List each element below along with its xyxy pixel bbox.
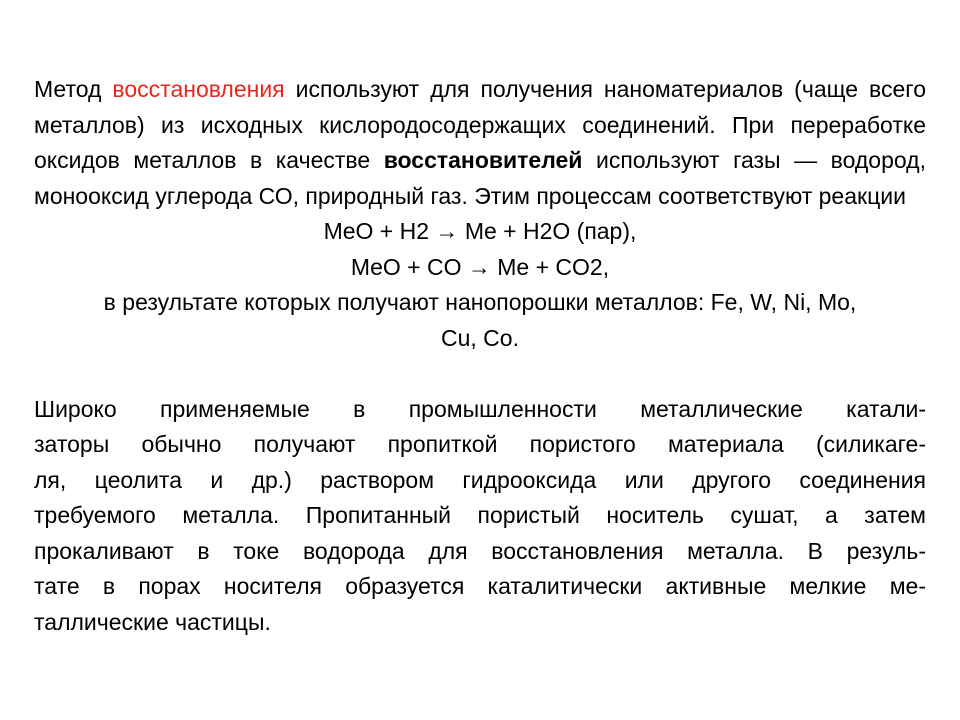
catalyst-line-4: требуемого металла. Пропитанный пористый носитель сушат, а затем (34, 502, 926, 528)
text-segment: используют для получения наноматериалов (чаще всего металлов) из исходных кислородосодержащих соединений. При переработке оксидов металлов в качестве (34, 76, 926, 173)
highlighted-term: восстановления (112, 76, 285, 102)
bold-term: восстановителей (383, 147, 583, 173)
catalyst-line-1: Широко применяемые в промышленности металлические катали- (34, 395, 926, 422)
result-line-1: в результате которых получают нанопорошки металлов: Fe, W, Ni, Mo, (103, 289, 857, 315)
paragraph-spacer (34, 356, 926, 392)
equation-2: MeO + CO → Me + CO2, (350, 253, 610, 280)
text-segment: Метод (34, 76, 113, 102)
slide-content (34, 72, 926, 640)
catalyst-line-6: тате в порах носителя образуется каталитически активные мелкие ме- (34, 573, 926, 599)
paragraph-reduction-method (34, 72, 926, 214)
text-segment: используют газы — водород, монооксид углерода СО, природный газ. Этим процессам соответствуют реакции (34, 147, 926, 209)
catalyst-line-7: таллические частицы. (34, 608, 271, 635)
result-line-2: Cu, Co. (441, 324, 519, 351)
catalyst-line-2: заторы обычно получают пропиткой пористого материала (силикаге- (34, 431, 926, 457)
paragraph-catalysts (34, 392, 926, 641)
equation-1: MeO + H2 → Me + H2O (пар), (323, 218, 637, 244)
catalyst-line-3: ля, цеолита и др.) раствором гидрооксида или другого соединения (34, 466, 926, 493)
catalyst-line-5: прокаливают в токе водорода для восстановления металла. В резуль- (34, 537, 926, 564)
